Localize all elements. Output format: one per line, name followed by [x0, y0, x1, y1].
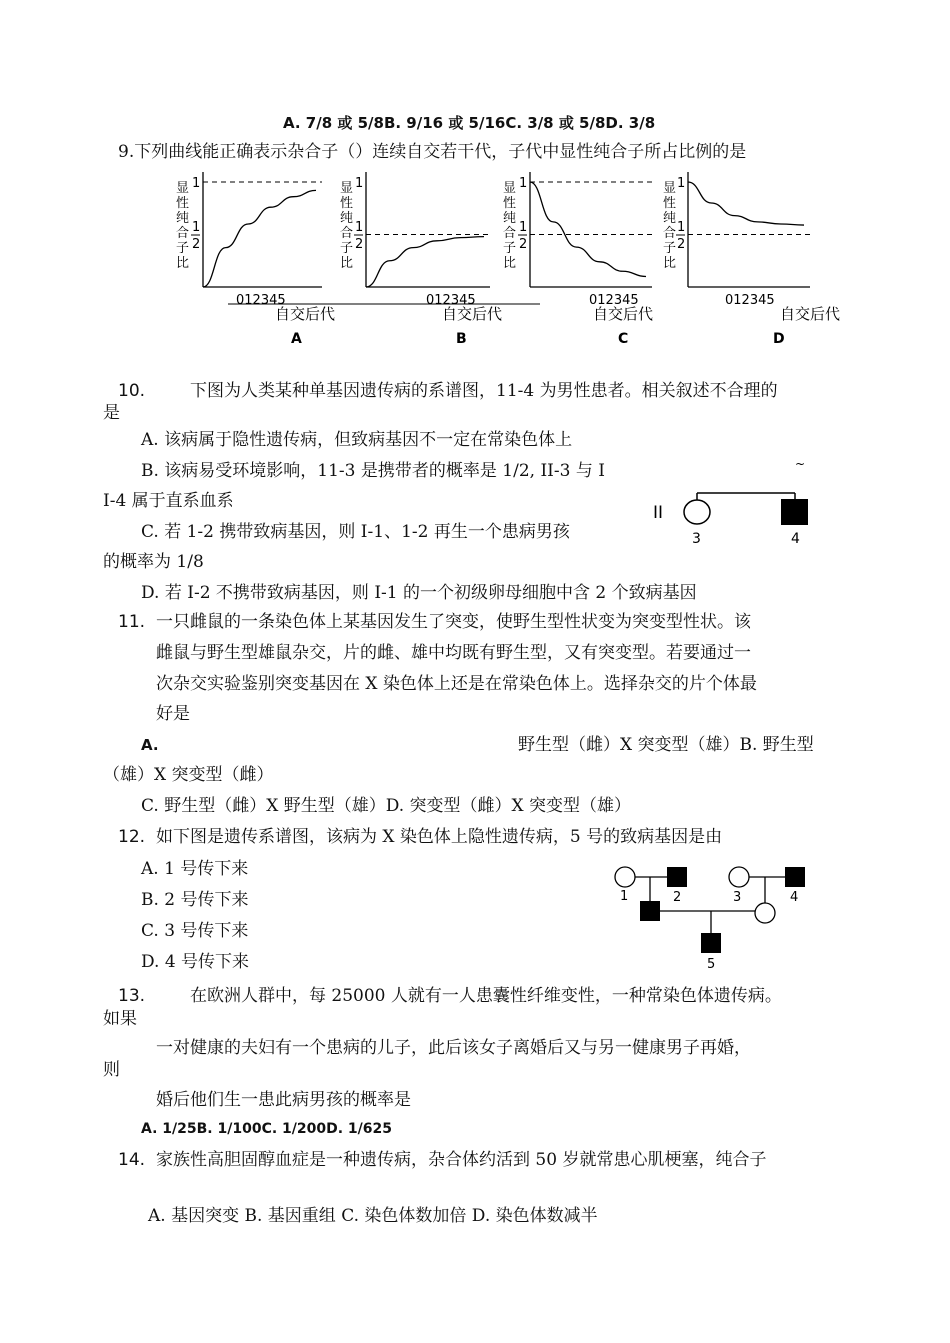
graph-C-xticks: 012345	[589, 293, 639, 308]
q11-line-1: 一只雌鼠的一条染色体上某基因发生了突变，使野生型性状变为突变型性状。该	[156, 612, 751, 632]
graph-D-ytick-1: 1	[677, 176, 686, 191]
graph-C-ytick-half-den: 2	[519, 237, 528, 252]
q10-option-c-cont: 的概率为 1/8	[103, 552, 204, 572]
q12-female-3	[729, 867, 749, 887]
graph-D-ylabel-char: 显	[663, 181, 677, 196]
graph-C-ylabel-char: 子	[503, 241, 517, 256]
q12-label-3: 3	[733, 890, 742, 905]
graph-C-name: C	[618, 331, 629, 347]
graph-A-ytick-half-den: 2	[192, 237, 201, 252]
graph-B-ylabel-char: 比	[340, 256, 354, 271]
q12-label-4: 4	[790, 890, 799, 905]
q10-pedigree-gen: II	[653, 503, 664, 523]
q12-male-gen2	[640, 901, 660, 921]
graph-C-ylabel-char: 比	[503, 256, 517, 271]
q13-options: A. 1/25B. 1/100C. 1/200D. 1/625	[141, 1121, 393, 1137]
q10-pedigree-top-mark: ~	[795, 458, 806, 471]
graph-D-ylabel-char: 比	[663, 256, 677, 271]
q10-stem-cont: 是	[103, 403, 120, 423]
q11-option-a-cont: （雄）X 突变型（雌）	[103, 765, 274, 785]
q12-male-2	[667, 867, 687, 887]
graph-C-ylabel-char: 性	[503, 196, 517, 211]
q12-option-d: D. 4 号传下来	[141, 952, 250, 972]
graph-A-ytick-half-num: 1	[192, 220, 201, 235]
q10-pedigree-label-3: 3	[692, 531, 701, 547]
q9-stem: 9.下列曲线能正确表示杂合子（）连续自交若干代，子代中显性纯合子所占比例的是	[118, 142, 747, 162]
graph-C-ytick-half-num: 1	[519, 220, 528, 235]
q12-female-gen2	[755, 903, 775, 923]
q10-pedigree	[645, 458, 825, 548]
graph-C-ytick-1: 1	[519, 176, 528, 191]
q9-graphs	[0, 165, 950, 375]
q10-option-c: C. 若 1-2 携带致病基因，则 I-1、1-2 再生一个患病男孩	[141, 522, 570, 542]
graph-A-name: A	[291, 331, 302, 347]
q10-option-b: B. 该病易受环境影响，11-3 是携带者的概率是 1/2, II-3 与 I	[141, 461, 605, 481]
graph-A-ylabel-char: 显	[176, 181, 190, 196]
graph-B-ylabel-char: 合	[340, 226, 354, 241]
graph-D-ylabel-char: 合	[663, 226, 677, 241]
graph-D-ylabel-char: 子	[663, 241, 677, 256]
graph-D-xticks: 012345	[725, 293, 775, 308]
graph-B-curve	[366, 237, 484, 287]
q12-pedigree	[605, 860, 825, 975]
q11-options-cd: C. 野生型（雌）X 野生型（雄）D. 突变型（雌）X 突变型（雄）	[141, 796, 632, 816]
graph-D-name: D	[773, 331, 785, 347]
graph-D-xlabel: 自交后代	[780, 305, 841, 323]
q10-pedigree-female-3	[684, 500, 710, 524]
q12-option-c: C. 3 号传下来	[141, 921, 249, 941]
graph-C-ylabel-char: 显	[503, 181, 517, 196]
q12-label-5: 5	[707, 957, 716, 972]
graph-C-xlabel: 自交后代	[593, 305, 654, 323]
graph-C-ylabel-char: 纯	[503, 211, 517, 226]
graph-B-ylabel-char: 性	[340, 196, 354, 211]
graph-B-name: B	[456, 331, 467, 347]
q10-pedigree-label-4: 4	[791, 531, 800, 547]
graph-D-ytick-half-num: 1	[677, 220, 686, 235]
q12-option-b: B. 2 号传下来	[141, 890, 249, 910]
q12-label-1: 1	[620, 889, 629, 904]
q11-line-3: 次杂交实验鉴别突变基因在 X 染色体上还是在常染色体上。选择杂交的片个体最	[156, 674, 757, 694]
graph-D-ytick-half-den: 2	[677, 237, 686, 252]
q12-option-a: A. 1 号传下来	[141, 859, 249, 879]
q13-line-1: 在欧洲人群中，每 25000 人就有一人患囊性纤维变性，一种常染色体遗传病。	[190, 986, 782, 1006]
q12-male-4	[785, 867, 805, 887]
graph-B-ytick-half-num: 1	[355, 220, 364, 235]
q12-stem: 如下图是遗传系谱图，该病为 X 染色体上隐性遗传病，5 号的致病基因是由	[156, 827, 723, 847]
graph-A-curve	[203, 190, 316, 287]
q13-line-3: 婚后他们生一患此病男孩的概率是	[156, 1090, 411, 1110]
q12-male-5	[701, 933, 721, 953]
q13-number: 13.	[118, 986, 146, 1006]
q10-option-d: D. 若 I-2 不携带致病基因，则 I-1 的一个初级卵母细胞中含 2 个致病基因	[141, 583, 697, 603]
graph-A-ylabel-char: 子	[176, 241, 190, 256]
graph-C-ylabel-char: 合	[503, 226, 517, 241]
q10-option-a: A. 该病属于隐性遗传病，但致病基因不一定在常染色体上	[141, 430, 573, 450]
graph-A-xticks: 012345	[236, 293, 286, 308]
q10-pedigree-male-4	[781, 499, 808, 525]
graph-B-ylabel-char: 子	[340, 241, 354, 256]
q12-female-1	[615, 867, 635, 887]
graph-B-xticks: 012345	[426, 293, 476, 308]
graph-B-ytick-1: 1	[355, 176, 364, 191]
graph-A-ylabel-char: 纯	[176, 211, 190, 226]
q14-stem: 家族性高胆固醇血症是一种遗传病，杂合体约活到 50 岁就常患心肌梗塞，纯合子	[156, 1150, 767, 1170]
q8-answers: A. 7/8 或 5/8B. 9/16 或 5/16C. 3/8 或 5/8D. 3/8	[283, 114, 656, 132]
graph-D-curve	[688, 182, 804, 225]
q11-line-2: 雌鼠与野生型雄鼠杂交，片的雌、雄中均既有野生型，又有突变型。若要通过一	[156, 643, 751, 663]
q12-number: 12.	[118, 827, 146, 847]
graph-A-ylabel-char: 性	[176, 196, 190, 211]
q11-number: 11.	[118, 612, 146, 632]
q10-stem: 下图为人类某种单基因遗传病的系谱图，11-4 为男性患者。相关叙述不合理的	[190, 381, 778, 401]
q13-line-1b: 如果	[103, 1009, 137, 1029]
q14-number: 14.	[118, 1150, 146, 1170]
graph-A-xlabel: 自交后代	[275, 305, 336, 323]
q11-option-a-text: 野生型（雌）X 突变型（雄）B. 野生型	[518, 735, 814, 755]
graph-B-ylabel-char: 纯	[340, 211, 354, 226]
q11-option-a-label: A.	[141, 736, 159, 754]
q12-label-2: 2	[673, 890, 682, 905]
graph-A-ylabel-char: 比	[176, 256, 190, 271]
graph-A-ytick-1: 1	[192, 176, 201, 191]
graph-B-xlabel: 自交后代	[442, 305, 503, 323]
graph-D-ylabel-char: 性	[663, 196, 677, 211]
graph-D-ylabel-char: 纯	[663, 211, 677, 226]
q11-line-4: 好是	[156, 704, 190, 724]
graph-C-curve	[530, 182, 646, 277]
graph-B-ytick-half-den: 2	[355, 237, 364, 252]
q14-options: A. 基因突变 B. 基因重组 C. 染色体数加倍 D. 染色体数减半	[148, 1206, 598, 1226]
graph-A-ylabel-char: 合	[176, 226, 190, 241]
q13-line-2: 一对健康的夫妇有一个患病的儿子，此后该女子离婚后又与另一健康男子再婚，	[156, 1038, 751, 1058]
graph-B-ylabel-char: 显	[340, 181, 354, 196]
q10-number: 10.	[118, 381, 146, 401]
q13-line-2b: 则	[103, 1060, 120, 1080]
q10-option-b-cont: I-4 属于直系血系	[103, 491, 234, 511]
